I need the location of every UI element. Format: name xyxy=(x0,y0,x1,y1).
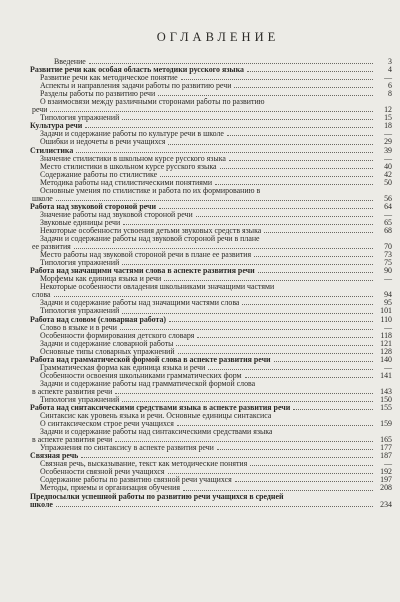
toc-entry-title: Особенности связной речи учащихся xyxy=(40,468,165,477)
toc-entry-title: Работа над синтаксическими средствами языка в аспекте развития речи xyxy=(30,404,291,413)
toc-entry-page: 121 xyxy=(380,338,392,348)
toc-entry-page: 40 xyxy=(384,161,392,171)
toc-entry-title: Методика работы над стилистическими понятиями xyxy=(40,178,213,187)
toc-entry xyxy=(30,275,392,283)
toc-entry xyxy=(30,130,392,138)
page-title: ОГЛАВЛЕНИЕ xyxy=(156,30,280,44)
toc-entry-page: 143 xyxy=(380,386,392,396)
toc-entry xyxy=(30,243,392,251)
dot-leader xyxy=(123,224,373,225)
toc-entry xyxy=(30,324,392,332)
dot-leader xyxy=(122,119,373,120)
toc-entry xyxy=(30,66,392,74)
toc-entry-page: — xyxy=(384,153,392,163)
toc-entry-page: 101 xyxy=(380,306,392,316)
toc-entry-page: 42 xyxy=(384,169,392,179)
toc-entry-title: Звуковые единицы речи xyxy=(40,218,121,227)
dot-leader xyxy=(197,337,373,338)
toc-entry-page: 8 xyxy=(388,89,392,99)
table-of-contents xyxy=(30,58,392,509)
dot-leader xyxy=(168,144,373,145)
toc-entry xyxy=(30,428,392,436)
dot-leader xyxy=(169,321,373,322)
toc-entry-page: 95 xyxy=(384,298,392,308)
toc-entry-title: Работа над звуковой стороной речи xyxy=(30,202,157,211)
toc-entry-title: Задачи и содержание работы по культуре речи в школе xyxy=(40,130,224,139)
toc-entry xyxy=(30,90,392,98)
toc-entry-page: 94 xyxy=(384,290,392,300)
toc-entry-title: Аспекты и направления задачи работы по развитию речи xyxy=(40,82,232,91)
toc-entry-page: 159 xyxy=(380,419,392,429)
toc-entry-page: 90 xyxy=(384,266,392,276)
toc-entry-page: 140 xyxy=(380,354,392,364)
dot-leader xyxy=(115,441,373,442)
toc-entry-title: Особенности освоения школьниками грамматических форм xyxy=(40,371,242,380)
toc-entry xyxy=(30,388,392,396)
dot-leader xyxy=(164,280,373,281)
dot-leader xyxy=(178,353,373,354)
dot-leader xyxy=(54,296,373,297)
toc-entry-page: — xyxy=(384,129,392,139)
toc-entry-title: Связная речь xyxy=(30,452,79,461)
toc-entry xyxy=(30,114,392,122)
toc-entry xyxy=(30,460,392,468)
toc-entry-title: Содержание работы по стилистике xyxy=(40,170,158,179)
dot-leader xyxy=(181,79,373,80)
dot-leader xyxy=(56,200,373,201)
toc-entry xyxy=(30,396,392,404)
dot-leader xyxy=(183,490,373,491)
toc-entry-page: 150 xyxy=(380,394,392,404)
toc-entry xyxy=(30,380,392,388)
toc-entry-page: 73 xyxy=(384,250,392,260)
dot-leader xyxy=(247,71,373,72)
dot-leader xyxy=(234,87,373,88)
toc-entry xyxy=(30,372,392,380)
toc-entry-page: 197 xyxy=(380,475,392,485)
toc-entry-page: 15 xyxy=(384,113,392,123)
toc-entry-page: 208 xyxy=(380,483,392,493)
toc-entry-page: 39 xyxy=(384,145,392,155)
dot-leader xyxy=(242,304,373,305)
toc-entry xyxy=(30,179,392,187)
toc-entry xyxy=(30,259,392,267)
toc-entry xyxy=(30,316,392,324)
toc-entry-title: Основные типы словарных упражнений xyxy=(40,347,175,356)
dot-leader xyxy=(264,232,373,233)
toc-entry xyxy=(30,203,392,211)
dot-leader xyxy=(74,248,373,249)
toc-entry-title: О синтаксическом строе речи учащихся xyxy=(40,420,174,429)
toc-entry xyxy=(30,364,392,372)
toc-entry xyxy=(30,147,392,155)
toc-entry-title: Работа над значащими частями слова в аспекте развития речи xyxy=(30,267,255,276)
toc-entry-page: 192 xyxy=(380,467,392,477)
dot-leader xyxy=(160,176,373,177)
toc-entry xyxy=(30,58,392,66)
toc-entry xyxy=(30,501,392,509)
toc-entry xyxy=(30,235,392,243)
toc-entry-title: Культура речи xyxy=(30,122,83,131)
toc-entry-title: Типология упражнений xyxy=(40,259,120,268)
toc-entry-title: Содержание работы по развитию связной речи учащихся xyxy=(40,476,232,485)
toc-entry-title: Место работы над звуковой стороной речи в плане ее развития xyxy=(40,251,252,260)
toc-entry-title: школе xyxy=(32,194,53,203)
toc-entry-title: в аспекте развития речи xyxy=(32,436,113,445)
toc-entry xyxy=(30,452,392,460)
toc-entry-title: Работа над грамматической формой слова в аспекте развития речи xyxy=(30,355,271,364)
toc-entry-page: — xyxy=(384,274,392,284)
toc-entry-page: 12 xyxy=(384,105,392,115)
dot-leader xyxy=(250,465,373,466)
toc-entry-page: 65 xyxy=(384,217,392,227)
toc-entry-title: Связная речь, высказывание, текст как методические понятия xyxy=(40,460,248,469)
toc-entry xyxy=(30,444,392,452)
toc-entry-page: 70 xyxy=(384,242,392,252)
dot-leader xyxy=(122,401,373,402)
dot-leader xyxy=(215,184,373,185)
toc-entry xyxy=(30,404,392,412)
toc-entry xyxy=(30,122,392,130)
dot-leader xyxy=(168,473,373,474)
toc-entry xyxy=(30,291,392,299)
toc-entry-page: — xyxy=(384,362,392,372)
toc-entry-page: 155 xyxy=(380,403,392,413)
toc-entry-title: Место стилистики в школьном курсе русского языка xyxy=(40,162,217,171)
dot-leader xyxy=(227,135,373,136)
toc-entry-page: 177 xyxy=(380,443,392,453)
toc-entry xyxy=(30,187,392,195)
dot-leader xyxy=(217,449,373,450)
toc-entry xyxy=(30,348,392,356)
toc-entry-page: 68 xyxy=(384,225,392,235)
dot-leader xyxy=(89,63,373,64)
dot-leader xyxy=(120,329,373,330)
toc-entry-page: — xyxy=(384,459,392,469)
toc-entry-title: Методы, приемы и организация обучения xyxy=(40,484,180,493)
toc-entry-title: слова xyxy=(32,291,51,300)
toc-entry-title: Работа над словом (словарная работа) xyxy=(30,315,167,324)
toc-entry-title: Ошибки и недочеты в речи учащихся xyxy=(40,138,166,147)
toc-entry-title: Стилистика xyxy=(30,146,74,155)
toc-entry xyxy=(30,219,392,227)
dot-leader xyxy=(245,377,373,378)
toc-entry xyxy=(30,307,392,315)
toc-entry xyxy=(30,138,392,146)
toc-entry-title: Некоторые особенности усвоения детьми звуковых средств языка xyxy=(40,226,262,235)
toc-entry xyxy=(30,195,392,203)
toc-entry-page: 128 xyxy=(380,346,392,356)
toc-entry-page: 187 xyxy=(380,451,392,461)
dot-leader xyxy=(176,345,373,346)
toc-entry-page: 18 xyxy=(384,121,392,131)
toc-entry-page: 165 xyxy=(380,435,392,445)
toc-entry-page: 29 xyxy=(384,137,392,147)
dot-leader xyxy=(293,409,373,410)
toc-entry xyxy=(30,299,392,307)
dot-leader xyxy=(274,361,373,362)
toc-entry-title: Задачи и содержание работы над звуковой стороной речи в плане xyxy=(40,235,260,244)
toc-entry-title: Задачи и содержание работы над грамматической формой слова xyxy=(40,379,256,388)
toc-entry xyxy=(30,98,392,106)
toc-entry xyxy=(30,171,392,179)
toc-entry-title: Разделы работы по развитию речи xyxy=(40,90,156,99)
toc-entry-title: Типология упражнений xyxy=(40,114,120,123)
toc-entry-page: 50 xyxy=(384,177,392,187)
toc-entry-title: Развитие речи как особая область методики русского языка xyxy=(30,66,244,75)
toc-entry-title: Введение xyxy=(54,58,86,66)
toc-entry-title: школе xyxy=(30,500,53,509)
dot-leader xyxy=(56,506,373,507)
toc-entry-page: — xyxy=(384,209,392,219)
dot-leader xyxy=(177,425,373,426)
toc-entry xyxy=(30,476,392,484)
toc-entry-page: 3 xyxy=(388,57,392,66)
toc-entry-title: Морфемы как единица языка и речи xyxy=(40,275,162,284)
toc-entry-title: Задачи и содержание работы над значащими частями слова xyxy=(40,299,240,308)
toc-entry xyxy=(30,251,392,259)
dot-leader xyxy=(196,216,373,217)
toc-entry xyxy=(30,106,392,114)
toc-entry xyxy=(30,155,392,163)
toc-entry-page: 141 xyxy=(380,370,392,380)
toc-entry xyxy=(30,74,392,82)
toc-entry xyxy=(30,420,392,428)
toc-entry-page: 118 xyxy=(380,330,392,340)
dot-leader xyxy=(50,111,373,112)
dot-leader xyxy=(122,313,373,314)
toc-entry-title: Задачи и содержание работы над синтаксическими средствами языка xyxy=(40,428,273,437)
toc-entry-title: Упражнения по синтаксису в аспекте развития речи xyxy=(40,444,214,453)
toc-entry-title: Особенности формирования детского словаря xyxy=(40,331,195,340)
toc-entry xyxy=(30,436,392,444)
dot-leader xyxy=(254,256,373,257)
toc-entry-title: О взаимосвязи между различными сторонами работы по развитию xyxy=(40,98,265,107)
dot-leader xyxy=(122,264,373,265)
toc-entry-title: Типология упражнений xyxy=(40,307,120,316)
toc-entry-title: Развитие речи как методическое понятие xyxy=(40,74,178,83)
toc-entry-title: ее развития xyxy=(32,243,71,252)
dot-leader xyxy=(258,272,373,273)
toc-entry-page: — xyxy=(384,322,392,332)
toc-entry-title: речи xyxy=(32,106,48,115)
dot-leader xyxy=(158,95,373,96)
toc-entry xyxy=(30,356,392,364)
toc-entry-title: Слово в языке и в речи xyxy=(40,323,117,332)
toc-entry-title: Задачи и содержание словарной работы xyxy=(40,339,174,348)
toc-entry-title: в аспекте развития речи xyxy=(32,387,113,396)
dot-leader xyxy=(235,481,373,482)
toc-entry-page: 110 xyxy=(380,314,392,324)
toc-entry-title: Предпосылки успешной работы по развитию речи учащихся в средней xyxy=(30,492,284,501)
toc-entry-page: — xyxy=(384,73,392,83)
toc-entry-title: Синтаксис как уровень языка и речи. Основные единицы синтаксиса xyxy=(40,412,272,421)
toc-entry xyxy=(30,211,392,219)
toc-entry xyxy=(30,412,392,420)
dot-leader xyxy=(76,152,373,153)
toc-entry-title: Грамматическая форма как единица языка и речи xyxy=(40,363,206,372)
toc-entry-title: Основные умения по стилистике и работа по их формированию в xyxy=(40,186,261,195)
dot-leader xyxy=(208,369,373,370)
dot-leader xyxy=(229,160,373,161)
toc-entry-page: 75 xyxy=(384,258,392,268)
toc-entry xyxy=(30,332,392,340)
toc-entry-title: Типология упражнений xyxy=(40,395,120,404)
toc-entry-page: 4 xyxy=(388,65,392,75)
toc-entry xyxy=(30,283,392,291)
toc-entry xyxy=(30,468,392,476)
toc-entry xyxy=(30,267,392,275)
toc-entry xyxy=(30,493,392,501)
toc-entry xyxy=(30,227,392,235)
toc-entry xyxy=(30,340,392,348)
toc-entry-title: Некоторые особенности овладения школьниками значащими частями xyxy=(40,283,275,292)
toc-entry-title: Значение стилистики в школьном курсе русского языка xyxy=(40,154,226,163)
toc-entry-page: 234 xyxy=(380,499,392,509)
toc-entry xyxy=(30,82,392,90)
dot-leader xyxy=(81,457,373,458)
dot-leader xyxy=(85,127,373,128)
toc-entry xyxy=(30,484,392,492)
dot-leader xyxy=(115,393,373,394)
toc-entry-page: 64 xyxy=(384,201,392,211)
toc-entry-title: Значение работы над звуковой стороной речи xyxy=(40,210,193,219)
dot-leader xyxy=(159,208,373,209)
toc-entry-page: 6 xyxy=(388,81,392,91)
dot-leader xyxy=(220,168,373,169)
toc-entry xyxy=(30,163,392,171)
toc-entry-page: 56 xyxy=(384,193,392,203)
